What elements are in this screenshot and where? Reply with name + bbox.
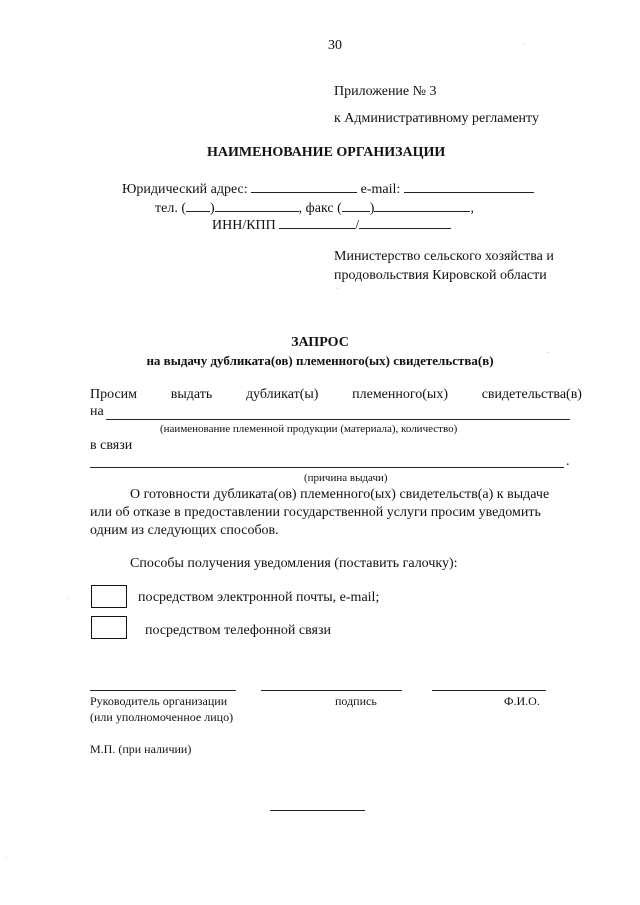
notice-line-3: одним из следующих способов.	[90, 523, 279, 538]
scan-speck	[337, 288, 338, 289]
appendix-line-2: к Административному регламенту	[334, 111, 539, 126]
notice-line-2: или об отказе в предоставлении государственной услуги просим уведомить	[90, 505, 541, 520]
inn-separator: /	[355, 218, 360, 233]
recipient-line-1: Министерство сельского хозяйства и	[334, 249, 554, 264]
fax-label: , факс (	[298, 201, 342, 216]
tel-label: тел. (	[155, 201, 186, 216]
reason-label: в связи	[90, 438, 133, 453]
tel-number-field[interactable]	[215, 199, 299, 212]
address-email-line	[122, 180, 534, 198]
head-label-line-1: Руководитель организации	[90, 694, 228, 708]
fax-code-field[interactable]	[342, 199, 370, 212]
email-method-label: посредством электронной почты, e-mail;	[138, 590, 380, 605]
stamp-note: М.П. (при наличии)	[90, 742, 192, 756]
scan-speck	[67, 598, 68, 599]
phone-method-label: посредством телефонной связи	[145, 623, 331, 638]
scan-speck	[548, 352, 549, 353]
sign-line[interactable]	[261, 690, 402, 691]
fax-close-paren: )	[369, 201, 375, 216]
inn-label: ИНН/КПП	[212, 218, 276, 233]
head-label-line-2: (или уполномоченное лицо)	[90, 710, 234, 724]
organization-title: НАИМЕНОВАНИЕ ОРГАНИЗАЦИИ	[207, 145, 446, 160]
scan-speck	[524, 44, 525, 45]
request-sentence	[90, 387, 582, 403]
phone-method-checkbox[interactable]	[91, 616, 127, 639]
methods-heading: Способы получения уведомления (поставить галочку):	[130, 556, 458, 571]
reason-field[interactable]	[90, 467, 564, 468]
appendix-line-1: Приложение № 3	[334, 84, 437, 99]
kpp-field[interactable]	[359, 216, 451, 229]
signature-label: подпись	[335, 694, 377, 708]
request-word-5: свидетельства(в)	[481, 387, 582, 402]
reason-caption: (причина выдачи)	[304, 472, 388, 484]
request-word-1: Просим	[90, 387, 138, 402]
recipient-line-2: продовольствия Кировской области	[334, 268, 547, 283]
tel-fax-line	[155, 199, 474, 217]
reason-end-dot: .	[566, 454, 570, 469]
head-signature-line[interactable]	[90, 690, 236, 691]
address-field[interactable]	[251, 180, 357, 193]
request-title: ЗАПРОС	[291, 335, 349, 350]
bottom-separator	[270, 810, 365, 811]
notice-line-1: О готовности дубликата(ов) племенного(ых) свидетельств(а) к выдаче	[130, 487, 550, 502]
request-word-3: дубликат(ы)	[245, 387, 319, 402]
address-label: Юридический адрес:	[122, 182, 248, 197]
name-line[interactable]	[432, 690, 546, 691]
full-name-label: Ф.И.О.	[504, 694, 540, 708]
request-word-4: племенного(ых)	[352, 387, 448, 402]
request-word-2: выдать	[170, 387, 213, 402]
product-field[interactable]	[106, 419, 570, 420]
email-field[interactable]	[404, 180, 534, 193]
tel-close-paren: )	[209, 201, 215, 216]
na-label: на	[90, 404, 104, 419]
email-method-checkbox[interactable]	[91, 585, 127, 608]
scan-speck	[6, 857, 7, 858]
request-subtitle: на выдачу дубликата(ов) племенного(ых) свидетельства(в)	[146, 353, 494, 368]
inn-field[interactable]	[279, 216, 355, 229]
product-caption: (наименование племенной продукции (материала), количество)	[160, 423, 458, 435]
email-label: e-mail:	[360, 182, 401, 197]
fax-comma: ,	[470, 201, 474, 216]
tel-code-field[interactable]	[186, 199, 210, 212]
page-number: 30	[328, 38, 342, 53]
fax-number-field[interactable]	[374, 199, 470, 212]
inn-kpp-line	[212, 216, 451, 234]
